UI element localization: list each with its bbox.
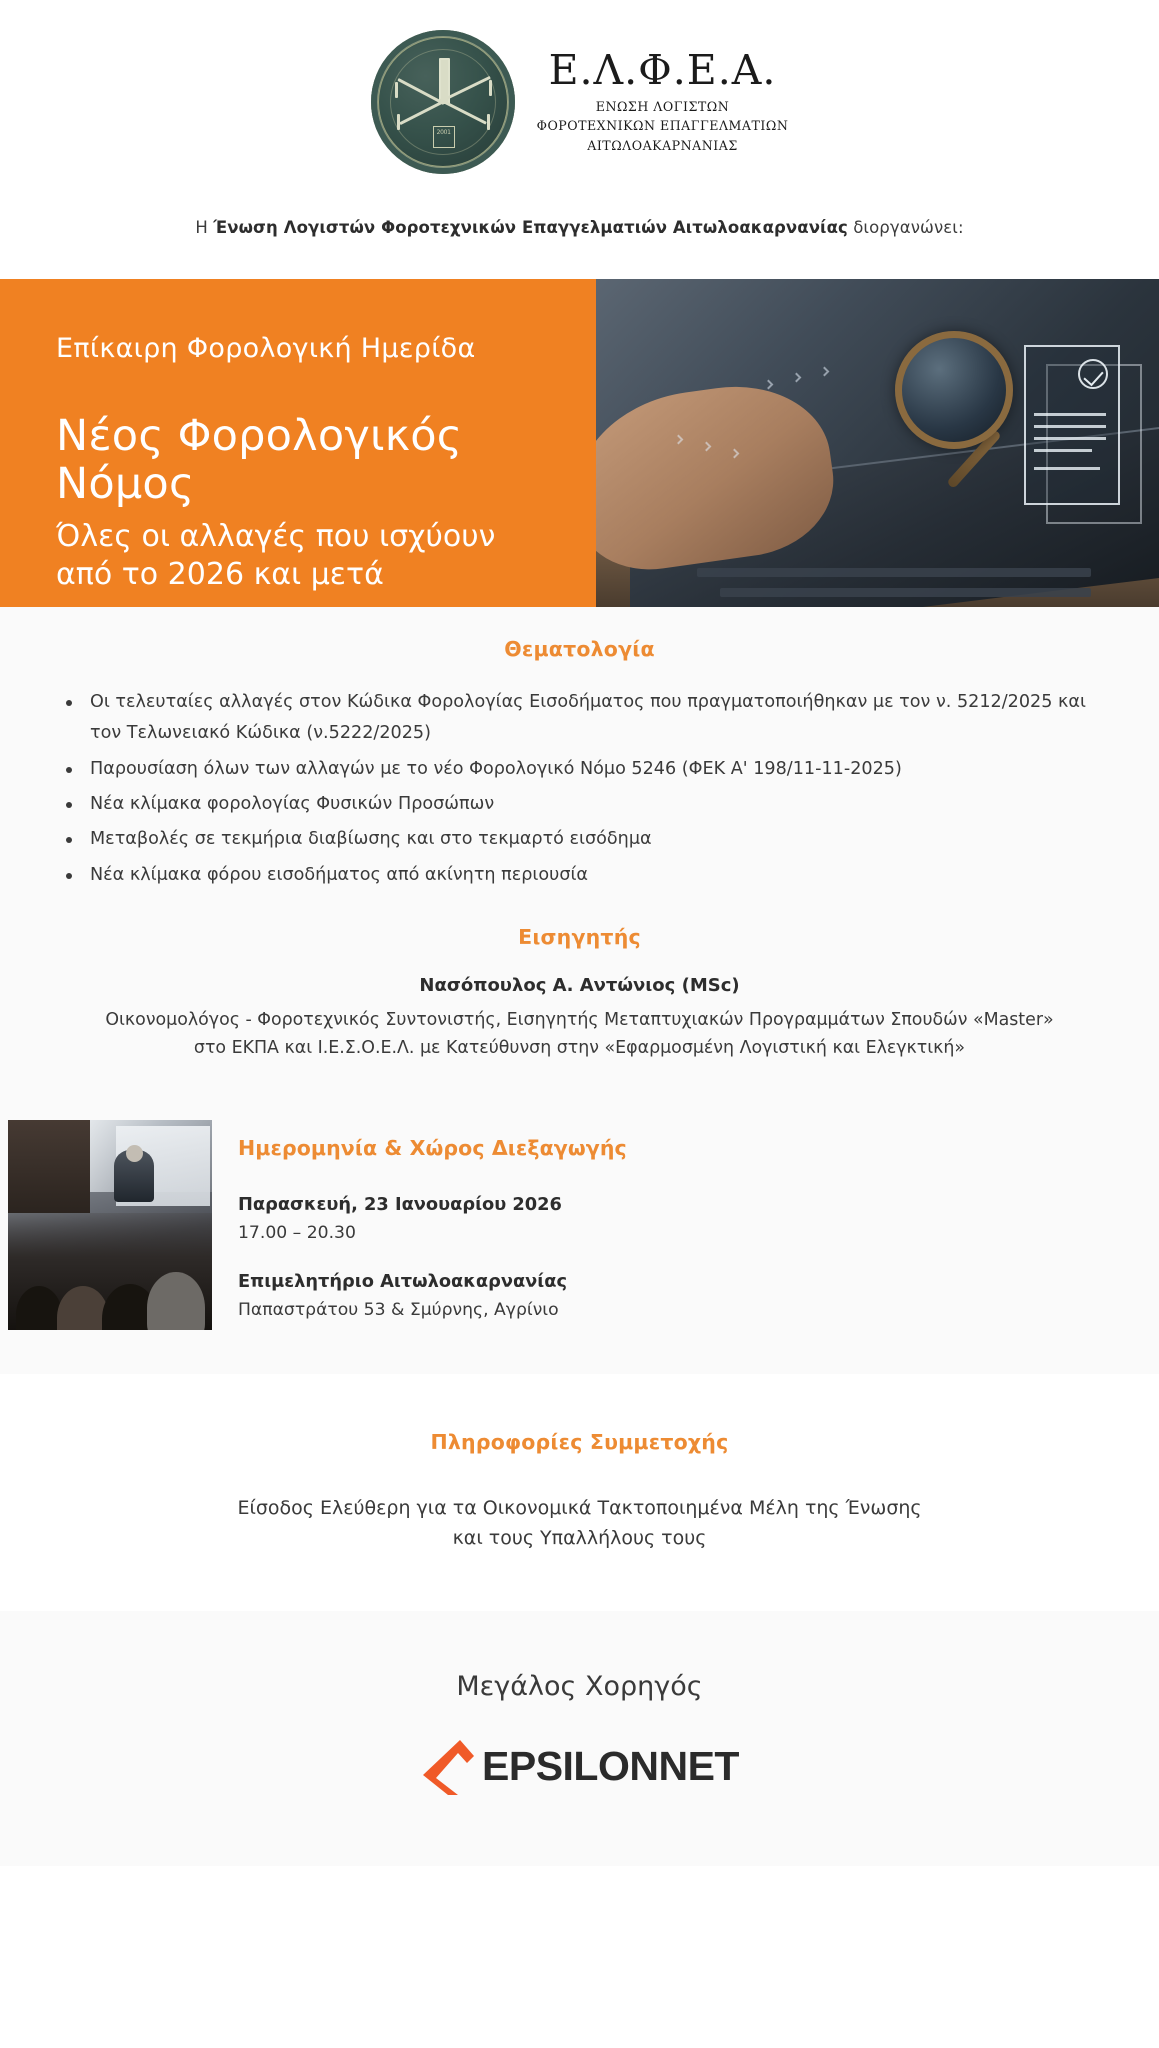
list-item: Μεταβολές σε τεκμήρια διαβίωσης και στο τεκμαρτό εισόδημα (62, 824, 1119, 855)
participation-section (0, 1374, 1159, 1611)
seal-tip-4 (487, 114, 490, 130)
sponsor-section (0, 1611, 1159, 1866)
check-circle-icon (1078, 359, 1108, 389)
hero-banner (0, 279, 1159, 607)
logo-wordmark (536, 45, 789, 156)
conference-audience-photo (8, 1120, 212, 1330)
speaker-name: Νασόπουλος Α. Αντώνιος (MSc) (419, 974, 740, 996)
topics-list (0, 687, 1159, 891)
seal-tip-1 (395, 82, 398, 98)
magnifier-lens-icon (895, 331, 1013, 449)
association-logo (0, 22, 1159, 182)
venue-date: Παρασκευή, 23 Ιανουαρίου 2026 (238, 1194, 562, 1216)
organizer-suffix: διοργανώνει: (847, 218, 964, 237)
list-item: Παρουσίαση όλων των αλλαγών με το νέο Φορολογικό Νόμο 5246 (ΦΕΚ Α' 198/11-11-2025) (62, 754, 1119, 785)
photo-stage-backdrop (8, 1120, 90, 1212)
document-outline-front (1024, 345, 1120, 505)
speaker-description-line-2: στο ΕΚΠΑ και Ι.Ε.Σ.Ο.Ε.Λ. με Κατεύθυνση στην «Εφαρμοσμένη Λογιστική και Ελεγκτική» (193, 1038, 966, 1059)
keyboard-row-2 (720, 588, 1092, 597)
list-item: Νέα κλίμακα φορολογίας Φυσικών Προσώπων (62, 789, 1119, 820)
epsilonnet-chevron-icon (420, 1738, 476, 1796)
organizer-name: Ένωση Λογιστών Φοροτεχνικών Επαγγελματιών Αιτωλοακαρνανίας (213, 218, 848, 237)
chevron-accent-4 (763, 379, 773, 389)
organizer-statement (0, 182, 1159, 279)
hero-photo (596, 279, 1159, 607)
list-item: Οι τελευταίες αλλαγές στον Κώδικα Φορολογίας Εισοδήματος που πραγματοποιήθηκαν με τον ν. 5212/2025 και τον Τελωνειακό Κώδικα (ν.5222/2025) (62, 687, 1119, 750)
page-header (0, 0, 1159, 279)
doc-line-4 (1034, 449, 1092, 452)
venue-time: 17.00 – 20.30 (238, 1223, 356, 1244)
doc-line-3 (1034, 437, 1106, 440)
venue-title: Ημερομηνία & Χώρος Διεξαγωγής (238, 1136, 627, 1161)
hero-text-panel (0, 279, 596, 607)
sponsor-label: Μεγάλος Χορηγός (456, 1670, 703, 1702)
hero-subtitle-line-1: Όλες οι αλλαγές που ισχύουν (56, 518, 496, 554)
logo-subtitle-line-1: ΕΝΩΣΗ ΛΟΓΙΣΤΩΝ (595, 98, 730, 114)
venue-details (238, 1120, 627, 1320)
participation-line-2: και τους Υπαλλήλους τους (452, 1526, 707, 1549)
speaker-description-line-1: Οικονομολόγος - Φοροτεχνικός Συντονιστής, Εισηγητής Μεταπτυχιακών Προγραμμάτων Σπουδών «Master» (105, 1009, 1054, 1030)
sponsor-logo[interactable] (0, 1738, 1159, 1796)
hero-subtitle-line-2: από το 2026 και μετά (56, 557, 384, 593)
topics-title: Θεματολογία (504, 637, 655, 661)
seal-tip-3 (397, 114, 400, 130)
venue-place: Επιμελητήριο Αιτωλοακαρνανίας (238, 1271, 567, 1293)
logo-acronym: Ε.Λ.Φ.Ε.Α. (548, 45, 777, 94)
hero-kicker: Επίκαιρη Φορολογική Ημερίδα (56, 333, 476, 364)
doc-line-2 (1034, 425, 1106, 428)
participation-line-1: Είσοδος Ελεύθερη για τα Οικονομικά Τακτοποιημένα Μέλη της Ένωσης (237, 1497, 922, 1520)
hero-title: Νέος Φορολογικός Νόμος (56, 411, 463, 509)
chevron-accent-6 (820, 366, 830, 376)
participation-title: Πληροφορίες Συμμετοχής (430, 1430, 729, 1455)
logo-subtitle-line-2: ΦΟΡΟΤΕΧΝΙΚΩΝ ΕΠΑΓΓΕΛΜΑΤΙΩΝ (536, 118, 789, 134)
doc-line-5 (1034, 467, 1100, 470)
seal-year-plaque: 2001 (433, 126, 455, 148)
association-seal-icon (371, 30, 515, 174)
chevron-accent-5 (792, 373, 802, 383)
seal-tip-2 (489, 80, 492, 96)
venue-section (0, 1096, 1159, 1374)
topics-section (0, 607, 1159, 903)
seal-column-core (443, 62, 446, 100)
list-item: Νέα κλίμακα φόρου εισοδήματος από ακίνητη περιουσία (62, 860, 1119, 891)
doc-line-1 (1034, 413, 1106, 416)
organizer-prefix: Η (195, 218, 214, 237)
keyboard-row-1 (697, 568, 1091, 577)
venue-address: Παπαστράτου 53 & Σμύρνης, Αγρίνιο (238, 1300, 559, 1321)
speaker-title: Εισηγητής (518, 924, 641, 949)
sponsor-name: EPSILONNET (482, 1743, 739, 1790)
speaker-section (0, 903, 1159, 1096)
logo-subtitle-line-3: ΑΙΤΩΛΟΑΚΑΡΝΑΝΙΑΣ (587, 137, 738, 153)
